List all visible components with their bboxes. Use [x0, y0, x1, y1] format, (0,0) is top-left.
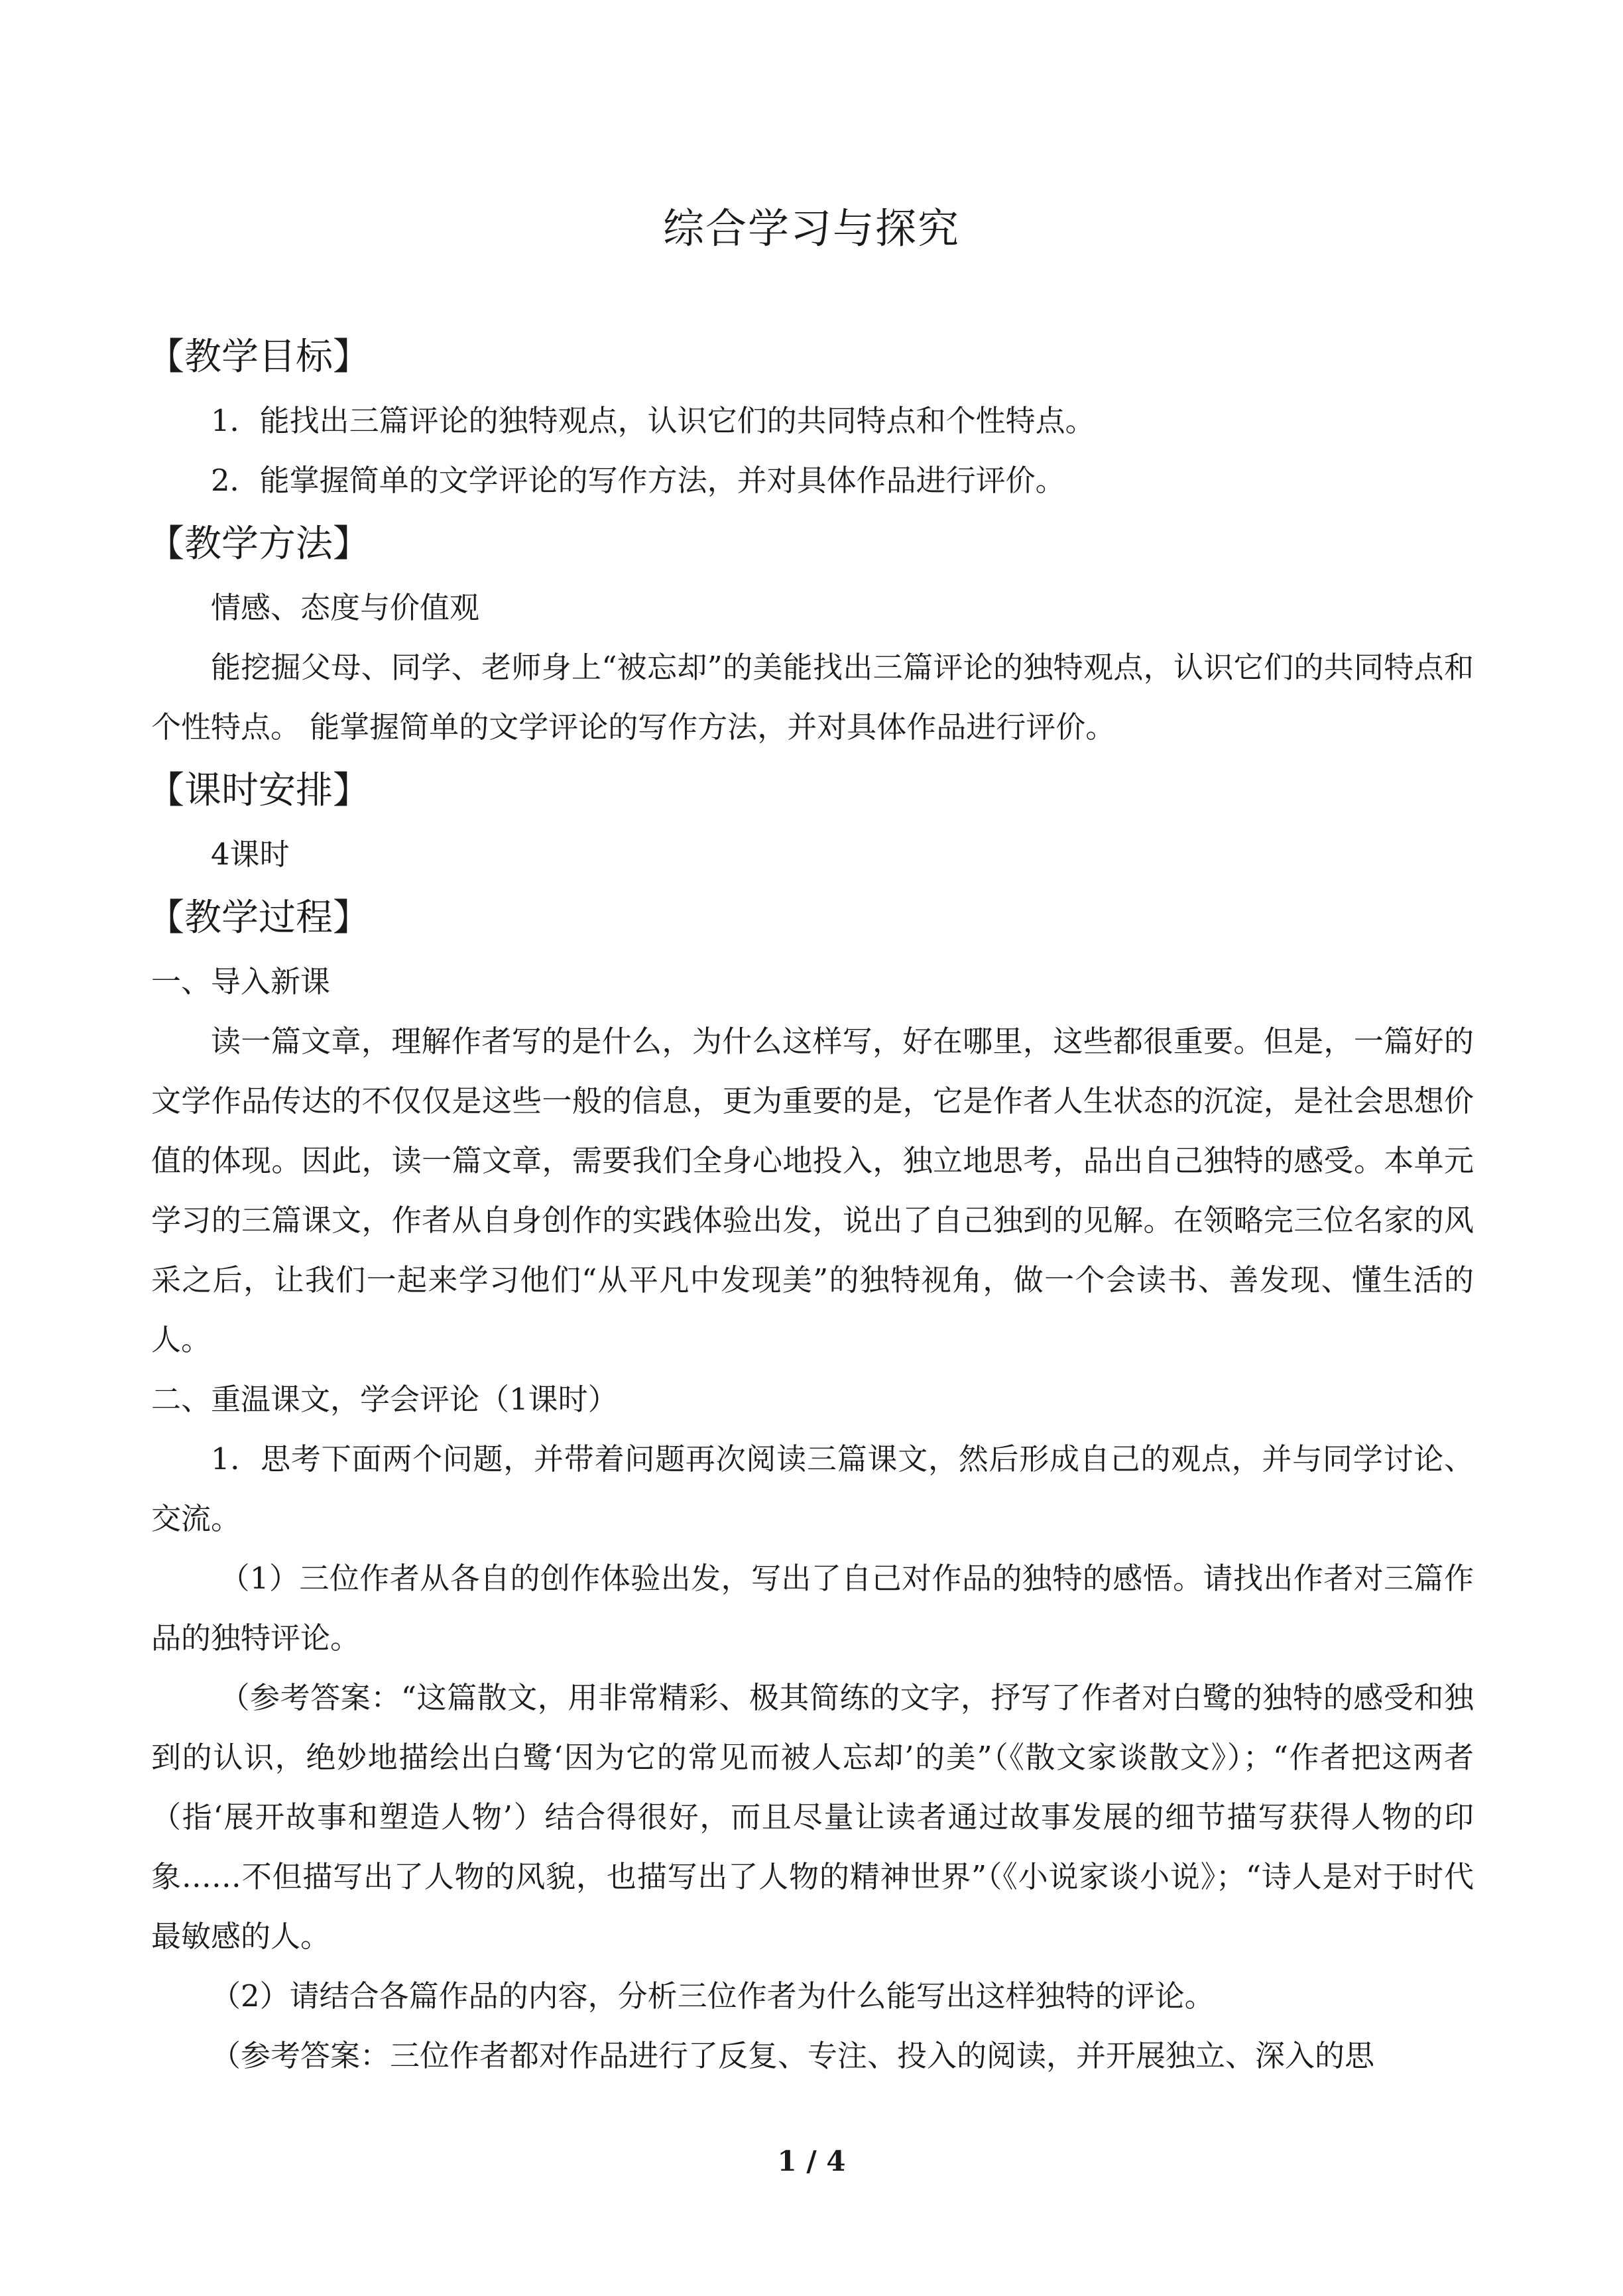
- step-2-title: 二、重温课文，学会评论（1课时）: [151, 1382, 618, 1417]
- section-heading-goals: 【教学目标】: [147, 335, 370, 379]
- document-body: [147, 324, 1474, 2086]
- schedule-text: 4课时: [211, 837, 290, 872]
- step-2-question-2: （2）请结合各篇作品的内容，分析三位作者为什么能写出这样独特的评论。: [211, 1978, 1215, 2014]
- step-2-answer-1: （参考答案：“这篇散文，用非常精彩、极其简练的文字，抒写了作者对白鹭的独特的感受和独到的认识，绝妙地描绘出白鹭‘因为它的常见而被人忘却’的美”（《散文家谈散文》）；“作者把这两者（指‘展开故事和塑造人物’）结合得很好，而且尽量让读者通过故事发展的细节描写获得人物的印象……不但描写出了人物的风貌，也描写出了人物的精神世界”（《小说家谈小说》；“诗人是对于时代最敏感的人。: [151, 1680, 1474, 1954]
- goal-item-1: 1．能找出三篇评论的独特观点，认识它们的共同特点和个性特点。: [211, 403, 1095, 438]
- section-heading-schedule: 【课时安排】: [147, 769, 370, 812]
- step-1-title: 一、导入新课: [151, 964, 331, 999]
- section-heading-process: 【教学过程】: [147, 896, 370, 939]
- page-title: 综合学习与探究: [662, 204, 960, 253]
- methods-subtitle: 情感、态度与价值观: [211, 590, 480, 625]
- step-2-question-1: （1）三位作者从各自的创作体验出发，写出了自己对作品的独特的感悟。请找出作者对三篇作品的独特评论。: [151, 1561, 1474, 1656]
- page-number: 1 / 4: [777, 2145, 846, 2177]
- step-2-question: 1．思考下面两个问题，并带着问题再次阅读三篇课文，然后形成自己的观点，并与同学讨论、交流。: [151, 1441, 1474, 1536]
- section-heading-methods: 【教学方法】: [147, 522, 370, 566]
- methods-paragraph: 能挖掘父母、同学、老师身上“被忘却”的美能找出三篇评论的独特观点，认识它们的共同特点和个性特点。 能掌握简单的文学评论的写作方法，并对具体作品进行评价。: [151, 650, 1474, 745]
- goal-item-2: 2．能掌握简单的文学评论的写作方法，并对具体作品进行评价。: [211, 463, 1065, 498]
- step-1-paragraph: 读一篇文章，理解作者写的是什么，为什么这样写，好在哪里，这些都很重要。但是，一篇好的文学作品传达的不仅仅是这些一般的信息，更为重要的是，它是作者人生状态的沉淀，是社会思想价值的体现。因此，读一篇文章，需要我们全身心地投入，独立地思考，品出自己独特的感受。本单元学习的三篇课文，作者从自身创作的实践体验出发，说出了自己独到的见解。在领略完三位名家的风采之后，让我们一起来学习他们“从平凡中发现美”的独特视角，做一个会读书、善发现、懂生活的人。: [151, 1024, 1474, 1357]
- step-2-answer-2: （参考答案：三位作者都对作品进行了反复、专注、投入的阅读，并开展独立、深入的思: [211, 2038, 1375, 2073]
